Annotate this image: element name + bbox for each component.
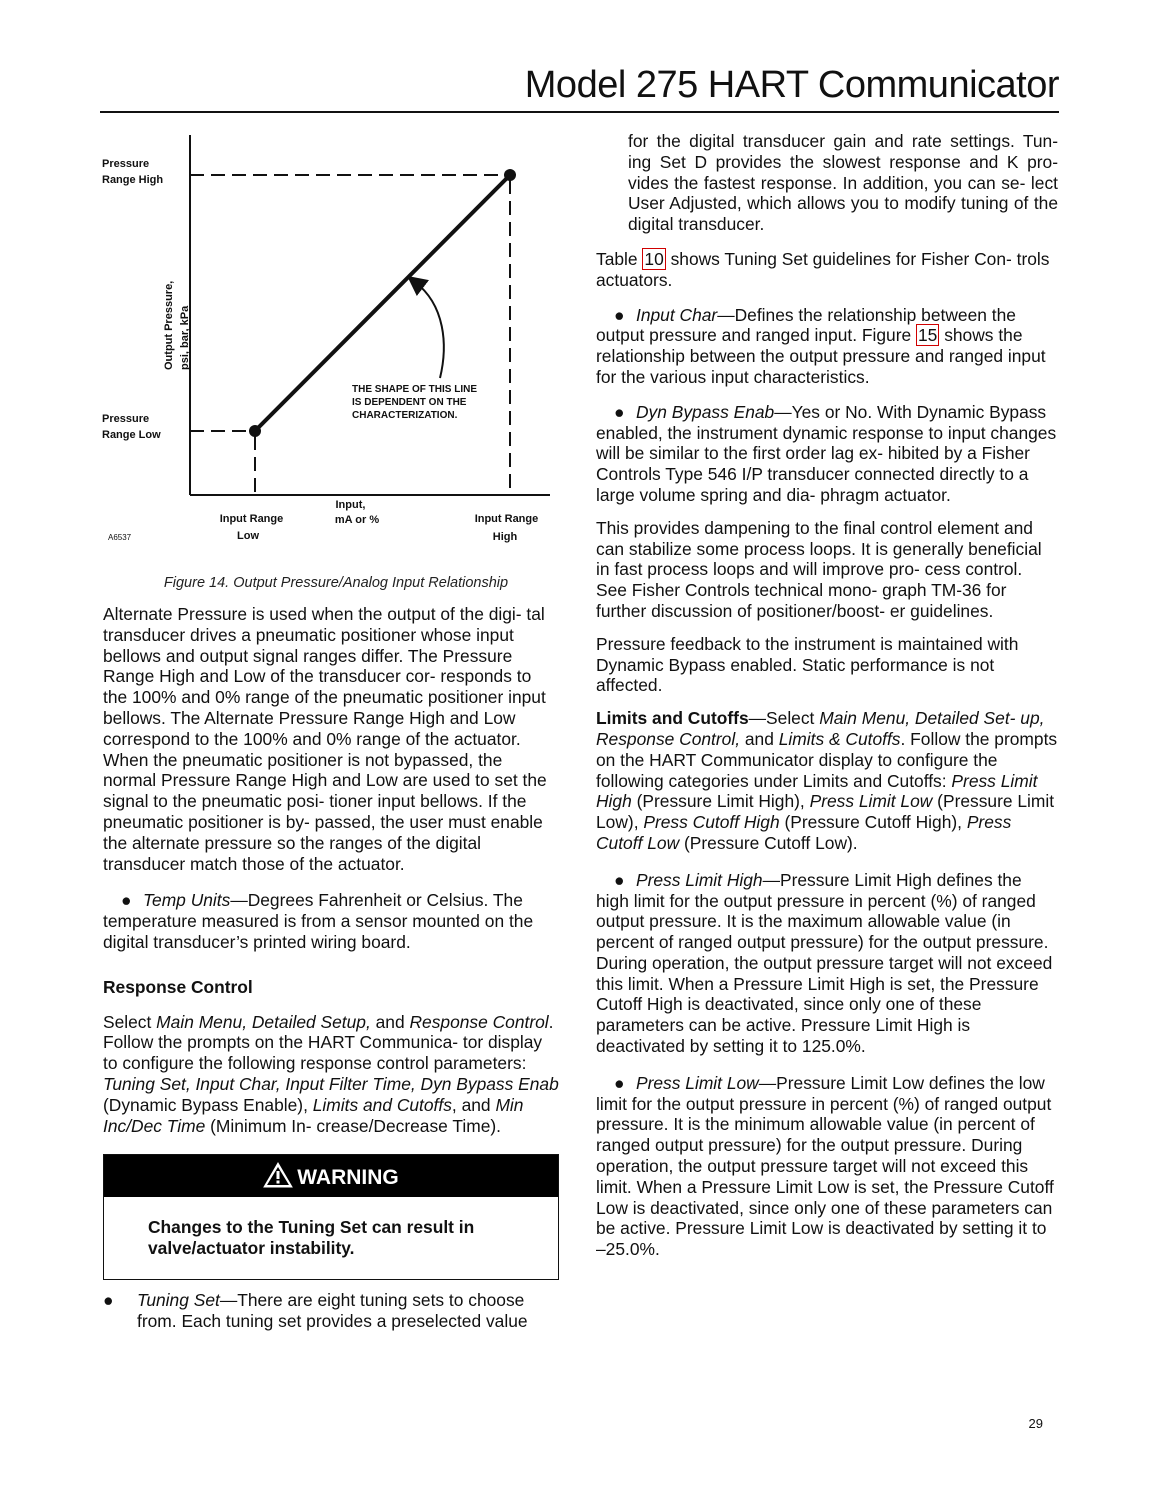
temp-units-item	[103, 890, 559, 952]
alternate-pressure-paragraph: Alternate Pressure is used when the output of the digi- tal transducer drives a pneumatic positioner whose input bellows and output signal ranges differ. The Pressure Range High and Low of the transducer cor- responds to the 100% and 0% range of the pneumatic positioner input bellows. The Alternate Pressure Range High and Low correspond to the 100% and 0% range of the actuator. When the pneumatic positioner is not bypassed, the normal Pressure Range High and Low are used to set the signal to the pneumatic posi- tioner input bellows. If the pneumatic positioner is by- passed, the user must enable the alternate pressure so the ranges of the digital transducer match those of the actuator.	[103, 604, 547, 874]
figure-caption: Figure 14. Output Pressure/Analog Input Relationship	[163, 575, 509, 591]
annotation-text: THE SHAPE OF THIS LINE IS DEPENDENT ON THE CHARACTERIZATION.	[352, 384, 478, 421]
bullet-icon: ●	[614, 401, 625, 422]
dampening-paragraph: This provides dampening to the final control element and can stabilize some process loops. It is generally beneficial in fast process loops and will improve pro- cess control. See Fisher Controls technical mono- graph TM-36 for further discussion of positioner/boost- er guidelines.	[596, 517, 1042, 621]
page-title: Model 275 HART Communicator	[524, 64, 1059, 106]
figure-15-link[interactable]: 15	[918, 325, 938, 346]
press-limit-high-item: ● Press Limit High—Pressure Limit High defines the high limit for the output pressure in percent (%) of ranged output pressure. It is the maximum allowable value (in percent of ranged output pressure) for the output pressure. During operation, the output pressure target will not exceed this limit. When a Pressure Limit High is set, the Pressure Cutoff High is deactivated, since only one of these parameters can be active. Pressure Limit High is deactivated by setting it to 125.0%.	[596, 869, 1053, 1057]
bullet-icon: ●	[121, 890, 132, 911]
table-10-link[interactable]: 10	[644, 248, 664, 269]
dyn-bypass-item: ● Dyn Bypass Enab—Yes or No. With Dynamic Bypass enabled, the instrument dynamic response to input changes will be similar to the first order lag ex- hibited by a Fisher Controls Type 546 I/P transducer connected directly to a large volume spring and dia- phragm actuator.	[596, 401, 1057, 505]
right-column	[596, 131, 1058, 1272]
annotation-arrow	[415, 282, 444, 378]
temp-units-term: Temp Units	[143, 890, 231, 911]
label-input: Input, mA or %	[334, 499, 380, 526]
warning-title: WARNING	[297, 1166, 399, 1190]
bullet-icon: ●	[614, 1072, 625, 1093]
tuning-set-item	[103, 1290, 559, 1332]
table-reference-paragraph: Table 10 shows Tuning Set guidelines for Fisher Con- trols actuators.	[596, 248, 1050, 290]
header-rule	[100, 111, 1059, 113]
press-limit-low-item: ● Press Limit Low—Pressure Limit Low defines the low limit for the output pressure in percent (%) of ranged output pressure. It is the minimum allowable value (in percent of ranged output pressure) for the output pressure. During operation, the output pressure target will not exceed this limit. When a Pressure Limit Low is set, the Pressure Cutoff Low is deactivated, since only one of these parameters can be active. Pressure Limit Low is deactivated by setting it to –25.0%.	[596, 1072, 1054, 1260]
tuning-set-term: Tuning Set	[137, 1289, 220, 1310]
figure-output-pressure-graph	[100, 130, 560, 550]
left-column	[103, 604, 559, 1331]
response-control-paragraph: Select Main Menu, Detailed Setup, and Response Control. Follow the prompts on the HART Communica- tor display to configure the following response control parameters: Tuning Set, Input Char, Input Filter Time, Dyn Bypass Enab (Dynamic Bypass Enable), Limits and Cutoffs, and Min Inc/Dec Time (Minimum In- crease/Decrease Time).	[103, 1011, 559, 1136]
high-point	[504, 169, 516, 181]
limits-cutoffs-heading: Limits and Cutoffs	[596, 708, 749, 729]
response-control-heading: Response Control	[103, 976, 253, 997]
tuning-set-continuation: for the digital transducer gain and rate settings. Tun- ing Set D provides the slowest response and K pro- vides the fastest response. In addition, you can se- lect User Adjusted, which allows you to modify tuning of the digital transducer.	[628, 131, 1058, 235]
warning-triangle-icon	[263, 1162, 293, 1188]
warning-box	[103, 1154, 559, 1279]
y-axis-label: Output Pressure, psi, bar, kPa	[163, 280, 191, 370]
warning-body: Changes to the Tuning Set can result in valve/actuator instability.	[148, 1217, 475, 1258]
figure-id: A6537	[108, 533, 132, 542]
bullet-icon: ●	[614, 304, 625, 325]
bullet-icon: ●	[614, 869, 625, 890]
page-number: 29	[1028, 1416, 1043, 1431]
limits-cutoffs-paragraph: Limits and Cutoffs—Select Main Menu, Detailed Set- up, Response Control, and Limits & Cutoffs. Follow the prompts on the HART Communicator display to configure the following categories under Limits and Cutoffs: Press Limit High (Pressure Limit High), Press Limit Low (Pressure Limit Low), Press Cutoff High (Pressure Cutoff High), Press Cutoff Low (Pressure Cutoff Low).	[596, 708, 1058, 853]
warning-header	[104, 1155, 558, 1197]
label-input-range-high: Input Range High	[474, 513, 539, 543]
bullet-icon: ●	[103, 1289, 114, 1310]
label-pressure-range-low: Pressure Range Low	[102, 413, 161, 441]
label-pressure-range-high: Pressure Range High	[102, 158, 164, 186]
feedback-paragraph: Pressure feedback to the instrument is maintained with Dynamic Bypass enabled. Static performance is not affected.	[596, 633, 1019, 696]
low-point	[249, 425, 261, 437]
temp-units-text: —Degrees Fahrenheit or Celsius. The temperature measured is from a sensor mounted on the digital transducer’s printed wiring board.	[103, 890, 534, 952]
input-char-item: ● Input Char—Defines the relationship between the output pressure and ranged input. Figure 15 shows the relationship between the output pressure and ranged input for the various input characteristics.	[596, 304, 1046, 387]
tuning-set-text: —There are eight tuning sets to choose from. Each tuning set provides a preselected value	[137, 1289, 528, 1331]
label-input-range-low: Input Range Low	[219, 513, 284, 542]
